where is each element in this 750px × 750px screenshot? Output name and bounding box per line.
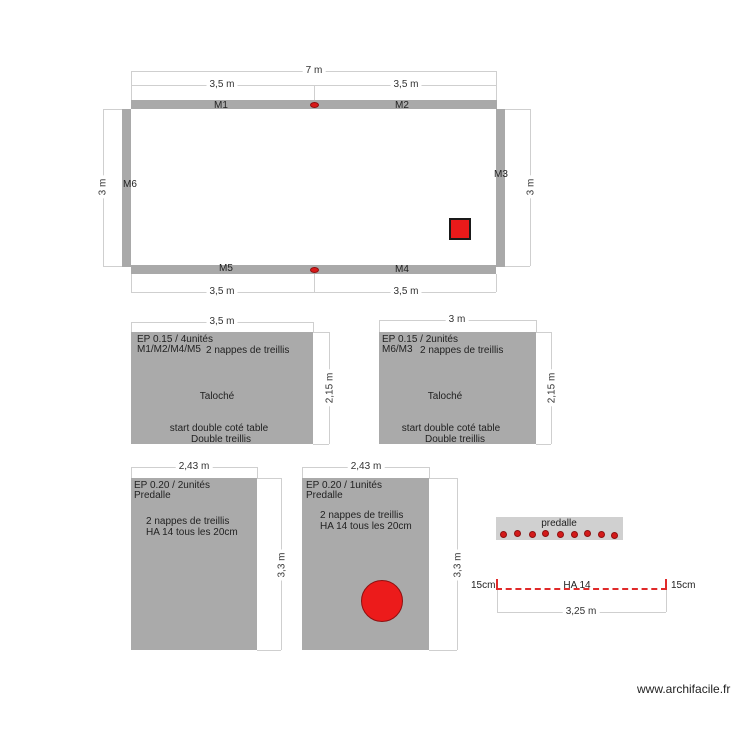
panel3-type: Predalle: [134, 490, 171, 501]
dim-tick: [496, 71, 497, 100]
panel1-note1: start double coté table: [169, 423, 269, 434]
dim-tick: [536, 444, 551, 445]
panel2-thickness: EP 0.15 / 2unités: [382, 334, 458, 345]
dim-tick: [313, 332, 329, 333]
wall-label-m6: M6: [123, 179, 137, 190]
panel4-type: Predalle: [306, 490, 343, 501]
predalle-label: predalle: [541, 518, 577, 529]
dim-tick: [131, 274, 132, 292]
panel2-mesh: 2 nappes de treillis: [420, 345, 504, 356]
dim-tick: [302, 467, 303, 478]
dim-tick: [497, 590, 498, 612]
dim-label-rebar-length: 3,25 m: [563, 606, 600, 617]
dim-label-panel4-height: 3,3 m: [453, 549, 464, 580]
hook-length-left: 15cm: [471, 580, 496, 591]
panel3-note1: 2 nappes de treillis: [146, 516, 230, 527]
dim-label-panel3-height: 3,3 m: [277, 549, 288, 580]
wall-label-m2: M2: [395, 100, 409, 111]
dim-tick: [103, 266, 122, 267]
dim-label-bottom-left: 3,5 m: [206, 286, 237, 297]
panel1-thickness: EP 0.15 / 4unités: [137, 334, 213, 345]
dim-tick: [314, 85, 315, 100]
dim-label-panel3-width: 2,43 m: [176, 461, 213, 472]
dim-tick: [379, 320, 380, 332]
dim-tick: [429, 467, 430, 478]
dim-tick: [313, 322, 314, 332]
panel4-thickness: EP 0.20 / 1unités: [306, 480, 382, 491]
dim-tick: [429, 650, 457, 651]
dim-label-right-height: 3 m: [526, 176, 537, 199]
dim-tick: [313, 444, 329, 445]
panel2-walls: M6/M3: [382, 344, 413, 355]
panel2-finish: Taloché: [427, 391, 463, 402]
dim-label-panel1-height: 2,15 m: [325, 370, 336, 407]
rebar-dot: [542, 530, 549, 537]
rebar-dot: [514, 530, 521, 537]
dim-label-panel4-width: 2,43 m: [348, 461, 385, 472]
dim-tick: [103, 109, 122, 110]
panel2-note2: Double treillis: [424, 434, 486, 445]
panel1-mesh: 2 nappes de treillis: [206, 345, 290, 356]
panel-3[interactable]: [131, 478, 257, 650]
panel4-note1: 2 nappes de treillis: [320, 510, 404, 521]
dim-tick: [496, 274, 497, 292]
panel2-note1: start double coté table: [401, 423, 501, 434]
dim-tick: [666, 590, 667, 612]
rebar-dot: [500, 531, 507, 538]
hook-length-right: 15cm: [671, 580, 696, 591]
dim-tick: [505, 266, 530, 267]
joint-marker-top[interactable]: [310, 102, 319, 108]
rebar-dot: [557, 531, 564, 538]
panel4-note2: HA 14 tous les 20cm: [320, 521, 412, 532]
dim-label-panel2-height: 2,15 m: [547, 370, 558, 407]
dim-line-bottom-split: [131, 292, 496, 293]
dim-label-top-right: 3,5 m: [390, 79, 421, 90]
wall-label-m5: M5: [219, 263, 233, 274]
rebar-label: HA 14: [563, 580, 591, 591]
dim-label-left-height: 3 m: [98, 176, 109, 199]
wall-label-m1: M1: [214, 100, 228, 111]
rebar-dot: [571, 531, 578, 538]
panel3-note2: HA 14 tous les 20cm: [146, 527, 238, 538]
dim-tick: [131, 467, 132, 478]
wall-label-m3: M3: [494, 169, 508, 180]
panel3-thickness: EP 0.20 / 2unités: [134, 480, 210, 491]
dim-label-panel1-width: 3,5 m: [206, 316, 237, 327]
dim-tick: [257, 467, 258, 478]
joint-marker-bottom[interactable]: [310, 267, 319, 273]
dim-tick: [505, 109, 530, 110]
column-square-marker[interactable]: [449, 218, 471, 240]
dim-label-top-left: 3,5 m: [206, 79, 237, 90]
dim-label-total-width: 7 m: [303, 65, 326, 76]
rebar-dot: [598, 531, 605, 538]
dim-tick: [131, 322, 132, 332]
panel-4[interactable]: [302, 478, 429, 650]
rebar-dot: [611, 532, 618, 539]
panel1-walls: M1/M2/M4/M5: [137, 344, 201, 355]
panel1-note2: Double treillis: [190, 434, 252, 445]
opening-circle-marker[interactable]: [361, 580, 403, 622]
dim-label-panel2-width: 3 m: [446, 314, 469, 325]
wall-right[interactable]: [496, 109, 505, 267]
dim-label-bottom-right: 3,5 m: [390, 286, 421, 297]
watermark[interactable]: www.archifacile.fr: [637, 682, 731, 696]
wall-label-m4: M4: [395, 264, 409, 275]
dim-tick: [257, 650, 281, 651]
dim-tick: [536, 332, 551, 333]
dim-tick: [257, 478, 281, 479]
rebar-dot: [529, 531, 536, 538]
panel1-finish: Taloché: [199, 391, 235, 402]
dim-tick: [314, 274, 315, 292]
dim-tick: [536, 320, 537, 332]
rebar-dot: [584, 530, 591, 537]
dim-tick: [429, 478, 457, 479]
